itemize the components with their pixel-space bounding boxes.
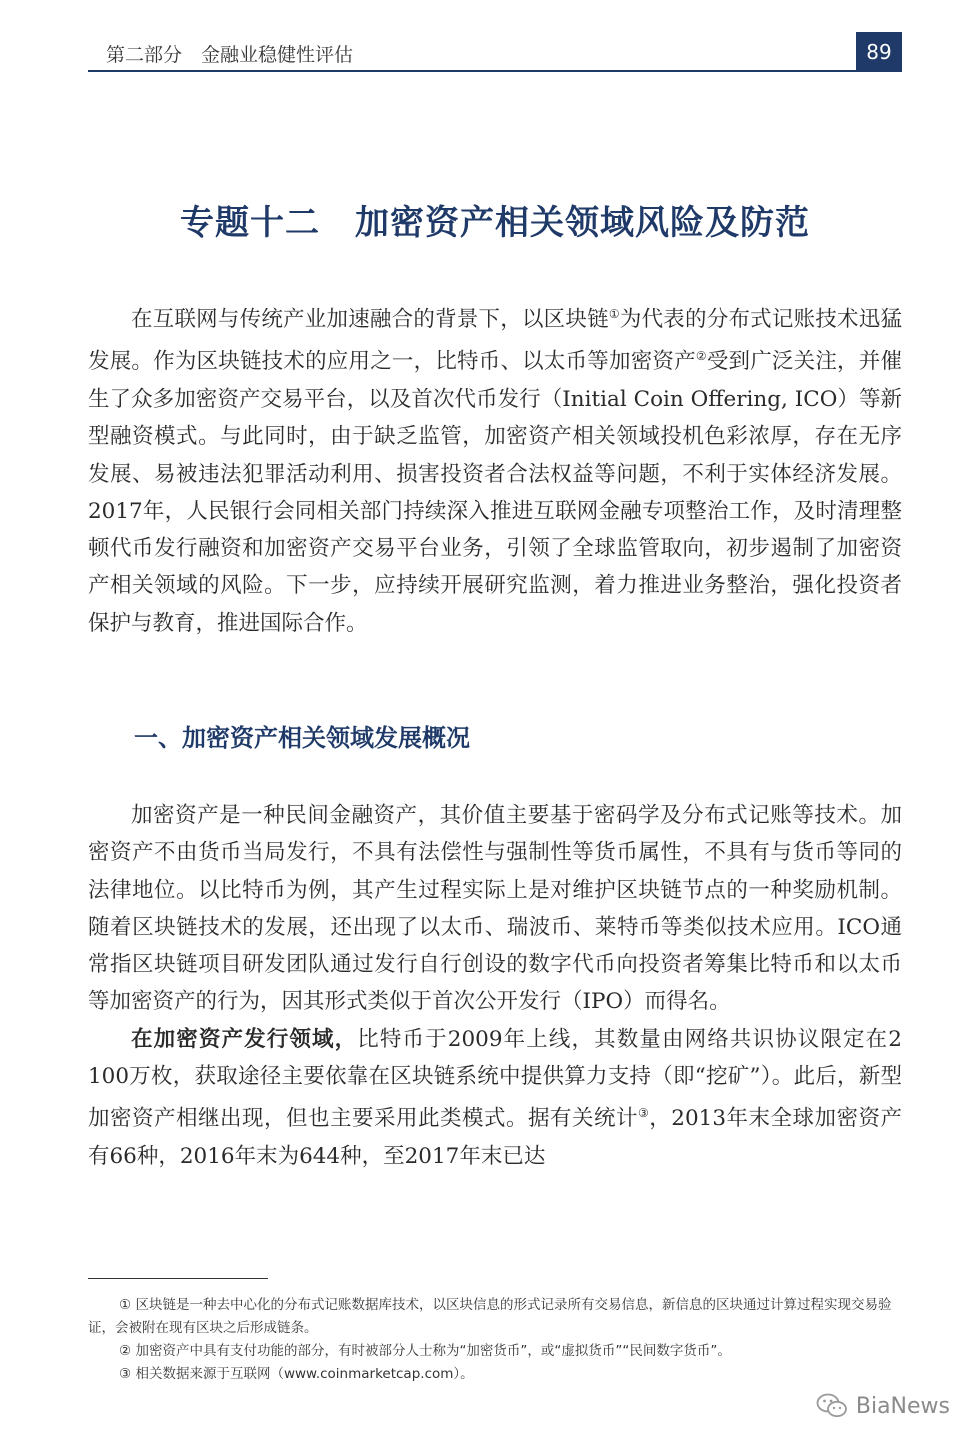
section-paragraph-1: 加密资产是一种民间金融资产，其价值主要基于密码学及分布式记账等技术。加密资产不由货币当局发行，不具有法偿性与强制性等货币属性，不具有与货币等同的法律地位。以比特币为例，其产生过程实际上是对维护区块链节点的一种奖励机制。随着区块链技术的发展，还出现了以太币、瑞波币、莱特币等类似技术应用。ICO通常指区块链项目研发团队通过发行自行创设的数字代币向投资者筹集比特币和以太币等加密资产的行为，因其形式类似于首次公开发行（IPO）而得名。 [88,803,902,1015]
footnotes [88,1294,902,1386]
section-heading: 一、加密资产相关领域发展概况 [134,724,470,752]
paragraph-2-text-2: ，2013年末全球加密资产有66种，2016年末为644种，至2017年末已达 [88,1106,902,1169]
header-title: 第二部分 金融业稳健性评估 [106,44,354,66]
page-number: 89 [856,32,902,72]
paragraph-lead: 在加密资产发行领域， [131,1026,358,1052]
watermark-text: BiaNews [855,1393,950,1419]
footnote-ref-3[interactable]: ③ [638,1106,650,1121]
section-paragraph-2 [88,1021,902,1175]
intro-text-2: 为代表的分布式记账技术迅猛发展。作为区块链技术的应用之一，比特币、以太币等加密资产 [88,307,902,375]
footnote-ref-2[interactable]: ② [695,349,707,364]
footnote-3: ③ 相关数据来源于互联网（www.coinmarketcap.com）。 [119,1366,474,1382]
section-body [88,797,902,1175]
footnote-ref-1[interactable]: ① [608,307,620,321]
paragraph-2-text-1: 比特币于2009年上线，其数量由网络共识协议限定在2 100万枚，获取途径主要依靠在区块链系统中提供算力支持（即“挖矿”）。此后，新型加密资产相继出现，但也主要采用此类模式。据有关统计 [88,1026,902,1132]
footnote-1: ① 区块链是一种去中心化的分布式记账数据库技术，以区块信息的形式记录所有交易信息，新信息的区块通过计算过程实现交易验证，会被附在现有区块之后形成链条。 [88,1297,892,1336]
footnote-divider [88,1278,268,1279]
wechat-icon [816,1392,848,1420]
header-rule [88,70,902,72]
watermark [816,1392,950,1420]
intro-paragraph [88,296,902,642]
page-header [88,30,902,72]
intro-text-1: 在互联网与传统产业加速融合的背景下，以区块链 [131,307,609,333]
intro-text-3: 受到广泛关注，并催生了众多加密资产交易平台，以及首次代币发行（Initial Coin Offering, ICO）等新型融资模式。与此同时，由于缺乏监管，加密资产相关领域投机色彩浓厚，存在无序发展、易被违法犯罪活动利用、损害投资者合法权益等问题，不利于实体经济发展。2017年，人民银行会同相关部门持续深入推进互联网金融专项整治工作，及时清理整顿代币发行融资和加密资产交易平台业务，引领了全球监管取向，初步遏制了加密资产相关领域的风险。下一步，应持续开展研究监测，着力推进业务整治，强化投资者保护与教育，推进国际合作。 [88,349,902,636]
footnote-2: ② 加密资产中具有支付功能的部分，有时被部分人士称为“加密货币”，或“虚拟货币”“民间数字货币”。 [119,1343,731,1359]
chapter-title: 专题十二 加密资产相关领域风险及防范 [180,203,810,243]
